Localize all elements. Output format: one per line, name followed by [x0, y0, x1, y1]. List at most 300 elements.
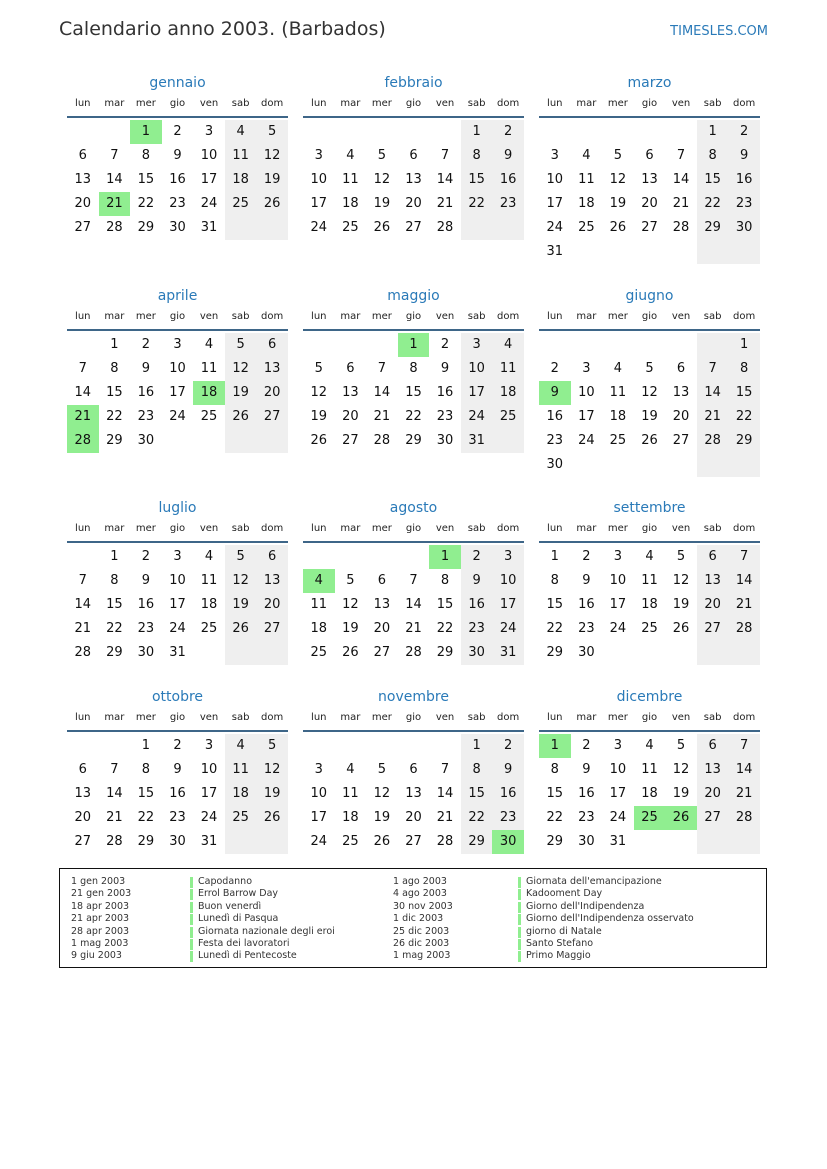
day-cell: 23 [578, 810, 595, 825]
day-cell: 23 [461, 617, 493, 641]
day-cell: 7 [110, 762, 119, 777]
day-cell: 5 [676, 549, 686, 564]
weekday-label: sab [467, 311, 486, 322]
weekday-label: mer [607, 523, 628, 534]
legend-date: 21 apr 2003 [71, 913, 130, 925]
day-cell: 26 [342, 645, 359, 660]
week-row [539, 429, 760, 453]
weekday-label: lun [311, 311, 327, 322]
empty-day [634, 453, 666, 477]
day-cell: 20 [405, 810, 422, 825]
weekday-label: dom [261, 311, 284, 322]
day-cell: 24 [609, 621, 627, 636]
week-row [303, 216, 524, 240]
month-maggio [303, 285, 524, 453]
empty-day [366, 545, 398, 569]
day-cell: 9 [440, 361, 450, 376]
day-cell: 25 [492, 405, 524, 429]
day-cell: 1 [461, 120, 493, 144]
holiday-day: 30 [492, 830, 524, 854]
day-cell: 29 [106, 433, 123, 448]
day-cell: 29 [546, 645, 564, 660]
empty-day [697, 240, 729, 264]
day-cell: 6 [256, 545, 288, 569]
day-cell: 25 [310, 645, 328, 660]
empty-day [67, 734, 99, 758]
empty-day [728, 453, 760, 477]
weekday-label: dom [497, 98, 520, 109]
day-cell: 27 [373, 645, 391, 660]
weekday-header [67, 307, 288, 331]
week-row [539, 333, 760, 357]
holiday-day: 18 [193, 381, 225, 405]
week-row [67, 617, 288, 641]
day-cell: 23 [546, 433, 564, 448]
day-cell: 13 [672, 385, 690, 400]
day-cell: 15 [461, 782, 493, 806]
day-cell: 30 [137, 645, 155, 660]
week-row [303, 333, 524, 357]
day-cell: 16 [728, 168, 760, 192]
day-cell: 13 [74, 172, 92, 187]
day-cell: 29 [461, 830, 493, 854]
empty-day [256, 641, 288, 665]
week-row [539, 569, 760, 593]
weekday-header [303, 708, 524, 732]
week-row [539, 593, 760, 617]
day-cell: 10 [578, 385, 595, 400]
day-cell: 23 [137, 621, 155, 636]
weekday-label: mar [340, 523, 361, 534]
holiday-day: 28 [67, 429, 99, 453]
day-cell: 5 [613, 148, 623, 163]
day-cell: 11 [225, 758, 257, 782]
day-cell: 11 [609, 385, 627, 400]
empty-day [99, 734, 131, 758]
week-row [67, 830, 288, 854]
day-cell: 16 [461, 593, 493, 617]
day-cell: 17 [200, 172, 218, 187]
legend-holiday-name: Santo Stefano [526, 938, 594, 949]
weekday-label: lun [311, 712, 327, 723]
empty-day [67, 333, 99, 357]
day-cell: 31 [461, 429, 493, 453]
day-cell: 19 [373, 810, 391, 825]
day-cell: 8 [728, 357, 760, 381]
week-row [303, 593, 524, 617]
weekday-label: mer [135, 311, 156, 322]
day-cell: 27 [74, 220, 92, 235]
legend-date: 28 apr 2003 [71, 925, 130, 937]
day-cell: 30 [169, 220, 186, 235]
day-cell: 29 [137, 220, 155, 235]
legend-entry [60, 926, 760, 938]
day-cell: 3 [173, 337, 182, 352]
day-cell: 8 [440, 573, 450, 588]
legend-holiday-name: Giornata nazionale degli eroi [198, 925, 335, 937]
day-cell: 9 [582, 762, 591, 777]
day-cell: 12 [225, 357, 257, 381]
empty-day [571, 333, 603, 357]
weekday-label: mar [104, 311, 125, 322]
week-row [539, 405, 760, 429]
day-cell: 14 [405, 597, 422, 612]
weekday-label: dom [733, 523, 756, 534]
day-cell: 29 [546, 834, 564, 849]
day-cell: 19 [225, 593, 257, 617]
weekday-label: ven [435, 523, 455, 534]
week-row [67, 216, 288, 240]
day-cell: 4 [492, 333, 524, 357]
week-row [539, 806, 760, 830]
day-cell: 11 [641, 573, 658, 588]
day-cell: 7 [110, 148, 119, 163]
day-cell: 12 [256, 144, 288, 168]
month-name: giugno [625, 288, 674, 304]
empty-day [571, 453, 603, 477]
week-row [67, 120, 288, 144]
brand-link[interactable]: TIMESLES.COM [670, 24, 768, 39]
day-cell: 8 [110, 573, 119, 588]
day-cell: 4 [582, 148, 591, 163]
weekday-label: lun [311, 523, 327, 534]
week-row [303, 617, 524, 641]
week-row [539, 830, 760, 854]
day-cell: 18 [342, 810, 359, 825]
day-cell: 22 [436, 621, 454, 636]
weekday-header [67, 708, 288, 732]
day-cell: 3 [550, 148, 559, 163]
day-cell: 26 [256, 192, 288, 216]
week-row [67, 758, 288, 782]
day-cell: 24 [492, 617, 524, 641]
day-cell: 22 [461, 192, 493, 216]
day-cell: 9 [492, 144, 524, 168]
legend-entry [60, 888, 760, 900]
day-cell: 8 [461, 758, 493, 782]
weekday-label: mer [371, 712, 392, 723]
day-cell: 27 [697, 617, 729, 641]
week-row [539, 168, 760, 192]
day-cell: 20 [405, 196, 422, 211]
day-cell: 1 [697, 120, 729, 144]
day-cell: 11 [342, 786, 359, 801]
empty-day [728, 830, 760, 854]
empty-day [193, 429, 225, 453]
week-row [303, 405, 524, 429]
weekday-label: sab [467, 712, 486, 723]
day-cell: 24 [461, 405, 493, 429]
weekday-label: mar [104, 712, 125, 723]
empty-day [634, 120, 666, 144]
day-cell: 19 [672, 786, 690, 801]
weekday-label: mar [340, 98, 361, 109]
week-row [303, 357, 524, 381]
empty-day [634, 830, 666, 854]
day-cell: 5 [256, 120, 288, 144]
day-cell: 28 [697, 429, 729, 453]
weekday-header [539, 519, 760, 543]
week-row [539, 734, 760, 758]
day-cell: 6 [78, 762, 87, 777]
day-cell: 11 [200, 361, 218, 376]
legend-date: 21 gen 2003 [71, 888, 132, 900]
weekday-label: ven [199, 98, 219, 109]
day-cell: 1 [461, 734, 493, 758]
week-row [539, 240, 760, 264]
day-cell: 7 [440, 148, 450, 163]
day-cell: 27 [256, 405, 288, 429]
day-cell: 25 [342, 220, 359, 235]
day-cell: 10 [169, 361, 186, 376]
day-cell: 28 [728, 806, 760, 830]
day-cell: 15 [405, 385, 422, 400]
weekday-label: gio [641, 98, 658, 109]
weekday-label: mer [607, 98, 628, 109]
day-cell: 5 [346, 573, 355, 588]
week-row [67, 806, 288, 830]
weekday-label: lun [75, 523, 91, 534]
month-name: luglio [158, 500, 197, 516]
weekday-label: sab [703, 98, 722, 109]
week-row [67, 333, 288, 357]
empty-day [665, 240, 697, 264]
day-cell: 18 [492, 381, 524, 405]
empty-day [697, 641, 729, 665]
weekday-label: gio [169, 311, 186, 322]
day-cell: 21 [697, 405, 729, 429]
weekday-label: mar [340, 311, 361, 322]
weekday-label: mer [135, 712, 156, 723]
empty-day [225, 429, 257, 453]
holiday-day: 1 [539, 734, 571, 758]
empty-day [256, 830, 288, 854]
empty-day [492, 216, 524, 240]
month-agosto [303, 497, 524, 665]
empty-day [665, 333, 697, 357]
empty-day [539, 120, 571, 144]
legend-holiday-name: Festa dei lavoratori [198, 938, 290, 949]
day-cell: 22 [106, 621, 123, 636]
day-cell: 2 [582, 549, 591, 564]
week-row [303, 120, 524, 144]
day-cell: 28 [436, 220, 454, 235]
weekday-label: mer [371, 311, 392, 322]
week-row [303, 641, 524, 665]
day-cell: 30 [578, 834, 595, 849]
day-cell: 24 [578, 433, 595, 448]
day-cell: 7 [440, 762, 450, 777]
week-row [303, 569, 524, 593]
day-cell: 11 [225, 144, 257, 168]
day-cell: 30 [578, 645, 595, 660]
legend-date: 1 mag 2003 [393, 950, 451, 962]
day-cell: 15 [436, 597, 454, 612]
week-row [67, 405, 288, 429]
empty-day [162, 429, 194, 453]
weekday-label: mar [576, 523, 597, 534]
empty-day [193, 641, 225, 665]
day-cell: 12 [672, 573, 690, 588]
weekday-label: gio [405, 311, 422, 322]
day-cell: 2 [550, 361, 559, 376]
day-cell: 26 [225, 617, 257, 641]
day-cell: 2 [728, 120, 760, 144]
day-cell: 11 [310, 597, 328, 612]
day-cell: 8 [550, 762, 559, 777]
day-cell: 14 [373, 385, 391, 400]
day-cell: 21 [672, 196, 690, 211]
day-cell: 8 [697, 144, 729, 168]
day-cell: 4 [204, 549, 214, 564]
day-cell: 6 [346, 361, 355, 376]
day-cell: 19 [342, 621, 359, 636]
day-cell: 2 [141, 337, 151, 352]
empty-day [728, 641, 760, 665]
empty-day [429, 120, 461, 144]
weekday-label: lun [311, 98, 327, 109]
legend-entry [60, 950, 760, 962]
month-name: marzo [627, 75, 672, 91]
weekday-label: lun [547, 311, 563, 322]
legend-holiday-name: Lunedì di Pentecoste [198, 950, 297, 962]
day-cell: 23 [137, 409, 155, 424]
empty-day [602, 120, 634, 144]
holiday-day: 1 [398, 333, 430, 357]
day-cell: 7 [728, 734, 760, 758]
day-cell: 3 [204, 738, 214, 753]
day-cell: 26 [672, 621, 690, 636]
day-cell: 10 [169, 573, 186, 588]
day-cell: 6 [409, 148, 418, 163]
day-cell: 12 [373, 172, 391, 187]
day-cell: 15 [546, 786, 564, 801]
weekday-label: dom [261, 712, 284, 723]
day-cell: 20 [641, 196, 658, 211]
empty-day [665, 453, 697, 477]
week-row [67, 381, 288, 405]
day-cell: 27 [641, 220, 658, 235]
day-cell: 23 [436, 409, 454, 424]
empty-day [303, 333, 335, 357]
week-row [539, 758, 760, 782]
weekday-label: sab [231, 523, 250, 534]
empty-day [225, 641, 257, 665]
week-row [303, 192, 524, 216]
weekday-label: ven [671, 712, 691, 723]
weekday-label: gio [405, 712, 422, 723]
day-cell: 7 [697, 357, 729, 381]
weekday-label: gio [169, 523, 186, 534]
day-cell: 19 [225, 381, 257, 405]
weekday-label: ven [199, 712, 219, 723]
day-cell: 3 [314, 148, 323, 163]
day-cell: 15 [697, 168, 729, 192]
weekday-label: dom [261, 98, 284, 109]
day-cell: 13 [697, 758, 729, 782]
weekday-label: dom [497, 523, 520, 534]
day-cell: 2 [440, 337, 450, 352]
week-row [67, 144, 288, 168]
day-cell: 6 [256, 333, 288, 357]
day-cell: 27 [342, 433, 359, 448]
weekday-label: lun [75, 712, 91, 723]
weekday-label: mar [340, 712, 361, 723]
week-row [539, 782, 760, 806]
month-ottobre [67, 686, 288, 854]
day-cell: 31 [200, 834, 218, 849]
day-cell: 17 [546, 196, 564, 211]
day-cell: 14 [697, 381, 729, 405]
day-cell: 26 [373, 220, 391, 235]
day-cell: 10 [461, 357, 493, 381]
day-cell: 20 [697, 782, 729, 806]
day-cell: 16 [578, 597, 595, 612]
day-cell: 27 [74, 834, 92, 849]
weekday-label: ven [435, 98, 455, 109]
day-cell: 20 [373, 621, 391, 636]
day-cell: 15 [137, 786, 155, 801]
month-name: aprile [157, 288, 198, 304]
day-cell: 1 [110, 337, 119, 352]
day-cell: 31 [169, 645, 186, 660]
day-cell: 4 [346, 762, 355, 777]
holiday-day: 21 [99, 192, 131, 216]
day-cell: 12 [342, 597, 359, 612]
day-cell: 14 [672, 172, 690, 187]
day-cell: 28 [436, 834, 454, 849]
day-cell: 10 [609, 762, 627, 777]
day-cell: 26 [609, 220, 627, 235]
day-cell: 26 [373, 834, 391, 849]
day-cell: 5 [645, 361, 654, 376]
weekday-label: mar [576, 98, 597, 109]
month-name: settembre [613, 500, 686, 516]
day-cell: 13 [405, 172, 422, 187]
legend-holiday-name: Giornata dell'emancipazione [526, 876, 662, 887]
day-cell: 3 [173, 549, 182, 564]
weekday-label: mar [104, 98, 125, 109]
day-cell: 28 [373, 433, 391, 448]
day-cell: 2 [173, 738, 182, 753]
day-cell: 9 [173, 148, 182, 163]
holiday-day: 9 [539, 381, 571, 405]
day-cell: 2 [492, 120, 524, 144]
day-cell: 27 [405, 834, 422, 849]
weekday-label: dom [733, 98, 756, 109]
day-cell: 22 [106, 409, 123, 424]
day-cell: 22 [697, 192, 729, 216]
week-row [539, 357, 760, 381]
legend-date: 4 ago 2003 [393, 888, 447, 900]
weekday-label: sab [703, 311, 722, 322]
empty-day [335, 120, 367, 144]
weekday-label: mer [607, 712, 628, 723]
month-giugno [539, 285, 760, 477]
month-dicembre [539, 686, 760, 854]
day-cell: 16 [546, 409, 564, 424]
empty-day [492, 429, 524, 453]
day-cell: 8 [409, 361, 418, 376]
day-cell: 15 [106, 597, 123, 612]
day-cell: 21 [106, 810, 123, 825]
day-cell: 26 [256, 806, 288, 830]
day-cell: 2 [582, 738, 591, 753]
week-row [303, 782, 524, 806]
week-row [67, 168, 288, 192]
weekday-header [303, 94, 524, 118]
weekday-label: gio [169, 98, 186, 109]
